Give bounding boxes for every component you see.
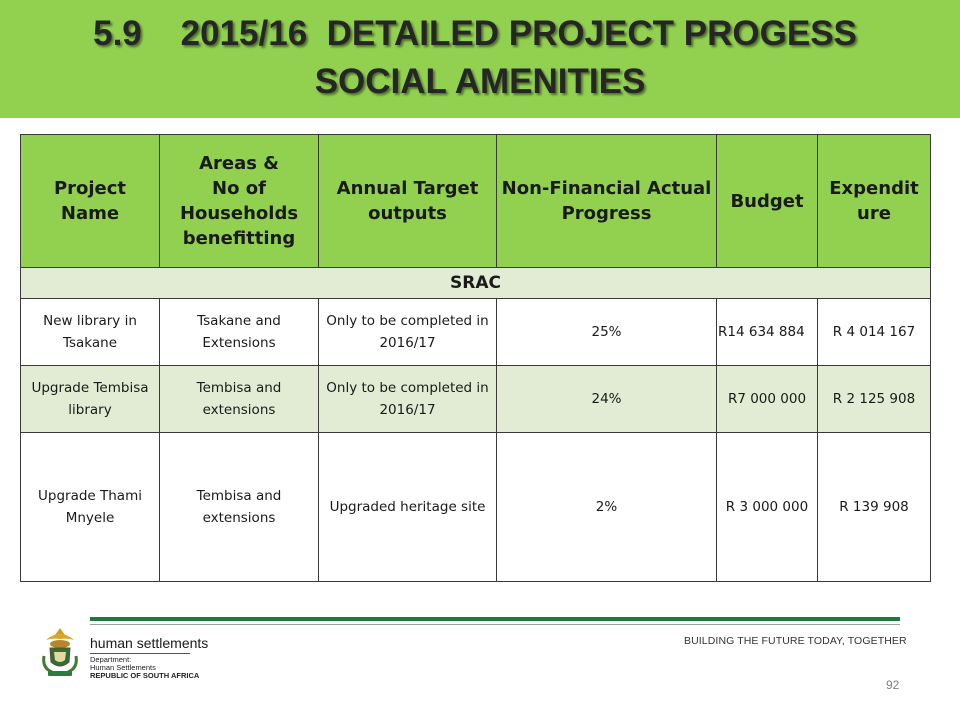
cell-project: Upgrade Tembisa library <box>21 366 160 433</box>
cell-area: Tembisa and extensions <box>160 433 319 582</box>
cell-expenditure: R 2 125 908 <box>818 366 931 433</box>
project-progress-table <box>20 134 931 582</box>
title-banner <box>0 0 960 118</box>
footer-green-rule <box>90 617 900 621</box>
table-header-row <box>21 135 931 268</box>
cell-area: Tembisa and extensions <box>160 366 319 433</box>
footer-tagline: BUILDING THE FUTURE TODAY, TOGETHER <box>684 635 907 647</box>
header-project-name: Project Name <box>21 135 160 268</box>
slide-title-line-1: 5.9 2015/16 DETAILED PROJECT PROGESS <box>93 14 857 53</box>
country-name: REPUBLIC OF SOUTH AFRICA <box>90 671 200 680</box>
header-non-financial-progress: Non-Financial Actual Progress <box>497 135 717 268</box>
cell-budget: R7 000 000 <box>717 366 818 433</box>
cell-target: Upgraded heritage site <box>319 433 497 582</box>
header-areas-households: Areas & No of Households benefitting <box>160 135 319 268</box>
cell-area: Tsakane and Extensions <box>160 299 319 366</box>
cell-expenditure: R 4 014 167 <box>818 299 931 366</box>
cell-progress: 2% <box>497 433 717 582</box>
table-row <box>21 299 931 366</box>
table-row <box>21 433 931 582</box>
section-row <box>21 268 931 299</box>
cell-project: New library in Tsakane <box>21 299 160 366</box>
section-label: SRAC <box>21 268 931 299</box>
page-number: 92 <box>886 678 900 692</box>
cell-target: Only to be completed in 2016/17 <box>319 366 497 433</box>
slide-title-line-2: SOCIAL AMENITIES <box>314 62 646 101</box>
department-details <box>90 656 199 680</box>
cell-budget: R 3 000 000 <box>717 433 818 582</box>
department-divider <box>90 653 190 654</box>
department-label: Department: <box>90 655 132 664</box>
cell-project: Upgrade Thami Mnyele <box>21 433 160 582</box>
cell-progress: 25% <box>497 299 717 366</box>
cell-expenditure: R 139 908 <box>818 433 931 582</box>
header-expenditure: Expendit ure <box>818 135 931 268</box>
department-title: Human Settlements <box>90 663 156 672</box>
header-annual-target: Annual Target outputs <box>319 135 497 268</box>
cell-progress: 24% <box>497 366 717 433</box>
coat-of-arms-icon <box>38 626 82 678</box>
footer-grey-rule <box>90 624 900 625</box>
table-row <box>21 366 931 433</box>
cell-target: Only to be completed in 2016/17 <box>319 299 497 366</box>
header-budget: Budget <box>717 135 818 268</box>
department-name: human settlements <box>90 635 209 651</box>
cell-budget: R14 634 884 <box>717 299 818 366</box>
